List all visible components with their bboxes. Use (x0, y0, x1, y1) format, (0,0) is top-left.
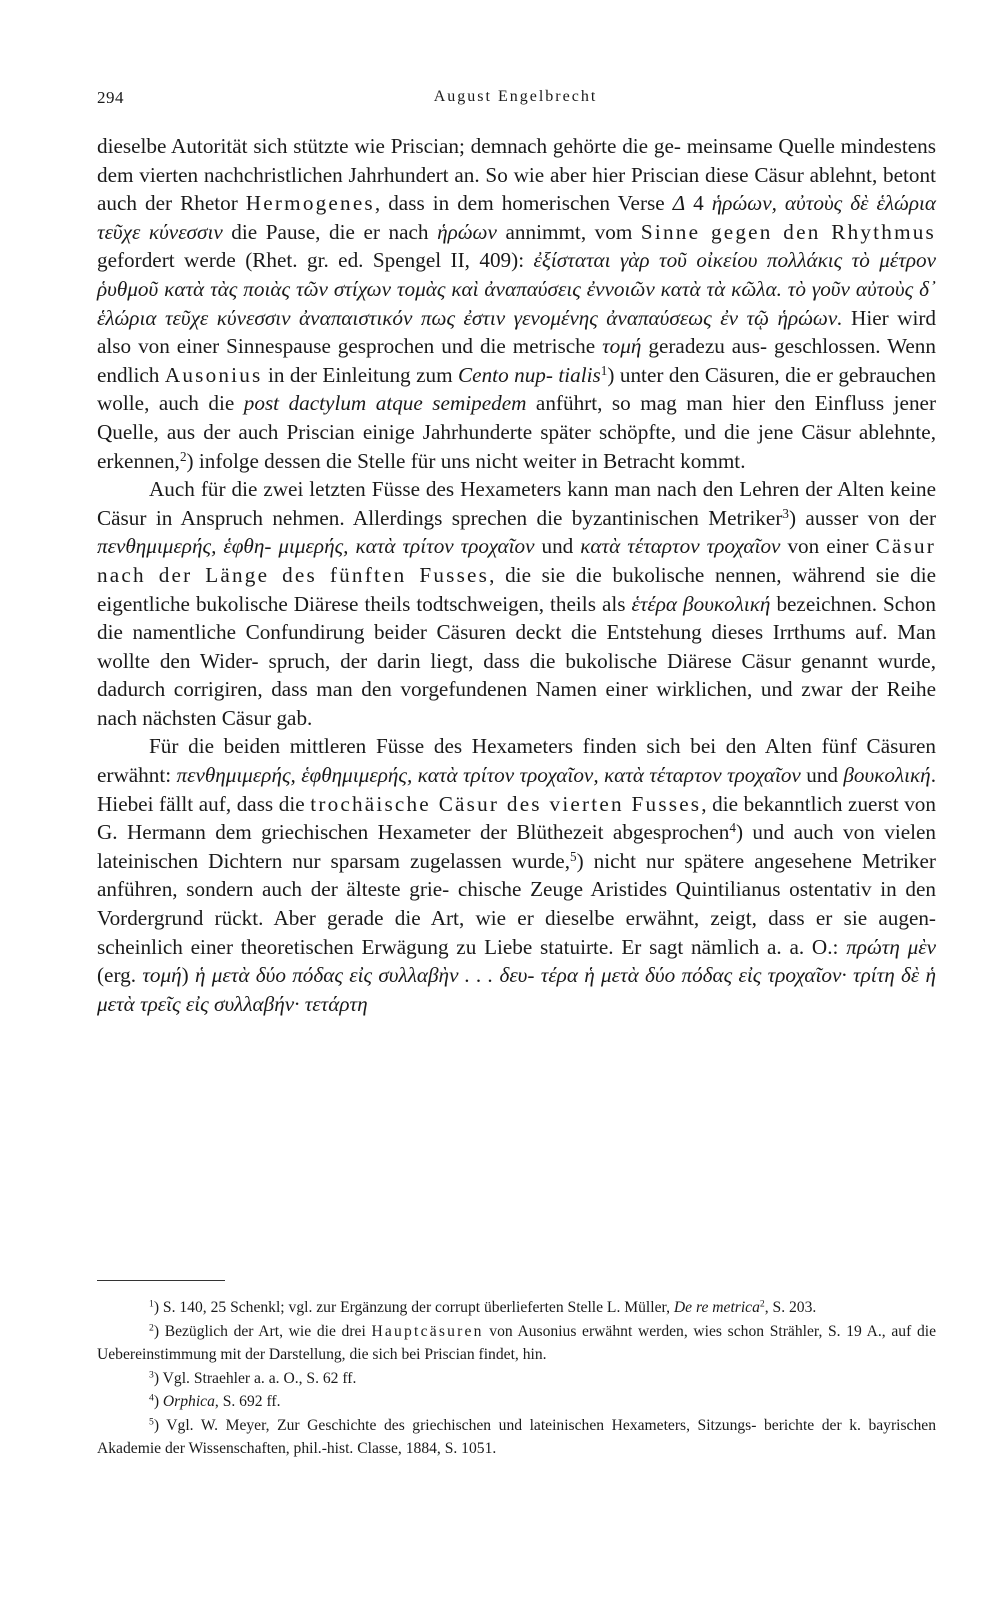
text: . Hiebei fällt auf, dass die (97, 763, 936, 816)
greek-word: τομή (142, 963, 182, 988)
footnote-ref: 3 (782, 505, 789, 521)
text: , S. 203. (764, 1299, 817, 1316)
greek-quote: ἐξίσταται γὰρ τοῦ οἰκείου πολλάκις τὸ μέτρον ῥυθμοῦ κατὰ τὰς ποιὰς τῶν στίχων τομὰς καὶ ἀναπαύσεις ἐννοιῶν κατὰ τὰ κῶλα. τὸ γοῦν αὐτοὺς δ᾽ ἑλώρια τεῦχε κύνεσσιν ἀναπαιστικόν πως ἐστιν γενομένης ἀναπαύσεως ἐν τῷ ἡρώων. (97, 248, 936, 330)
text: (erg. (97, 963, 143, 988)
footnote-rule (97, 1280, 225, 1281)
text: von einer (780, 534, 876, 559)
italic-title: Cento nup- tialis (458, 362, 601, 387)
text: Hier wird also von einer Sinnespause gesprochen und die metrische (97, 305, 937, 359)
edition-mark: 2 (759, 1298, 765, 1310)
text: dieselbe Autorität sich stützte wie Priscian; demnach gehörte die ge- meinsame Quelle mindestens dem vierten nachchristlichen Jahrhundert an. So wie aber hier Priscian diese Cäsur ablehnt, betont auch der Rhetor (97, 134, 936, 216)
text: , S. 692 ff. (214, 1393, 281, 1410)
text: bezeichnen. Schon die namentliche Confundirung beider Cäsuren deckt die Entstehung dieses Irrthums auf. Man wollte den Wider- spruch, der darin liegt, dass die bukolische Diärese Cäsur genannt wurde, dadurch corrigiren, dass man den vorgefundenen Namen einer wirklichen, und zwar der Reihe nach nächsten Cäsur gab. (97, 591, 936, 730)
paragraph-3 (97, 732, 936, 1018)
text: , die sie die bukolische nennen, während sie die eigentliche bukolische Diärese theils todtschweigen, theils als (97, 562, 936, 616)
footnote-mark: 3 (149, 1369, 154, 1381)
footnote-ref: 5 (570, 848, 577, 864)
greek-quote: πρώτη μὲν (846, 934, 936, 959)
body-text (97, 132, 936, 1018)
footnote-1 (97, 1296, 936, 1320)
text: , dass in dem homerischen Verse (374, 191, 673, 216)
text: und (534, 534, 581, 559)
text: ) infolge dessen die Stelle für uns nicht weiter in Betracht kommt. (186, 448, 746, 473)
page-number: 294 (97, 88, 124, 107)
text: die Pause, die er nach (222, 219, 438, 244)
running-head: August Engelbrecht (433, 88, 598, 105)
text: ) (181, 963, 195, 988)
text: , die bekanntlich zuerst von G. Hermann dem griechischen Hexameter der Blüthezeit abgesprochen (97, 791, 936, 845)
text: ) ausser von der (788, 505, 937, 530)
greek-quote: ἡ μετὰ δύο πόδας εἰς συλλαβὴν . . . δευ- τέρα ἡ μετὰ δύο πόδας εἰς τροχαῖον· τρίτη δὲ ἡ μετὰ τρεῖς εἰς συλλαβήν· τετάρτη (97, 963, 936, 1016)
text: ) Bezüglich der Art, wie die drei (153, 1322, 372, 1340)
footnote-2 (97, 1320, 936, 1367)
text: ) Vgl. Straehler a. a. O., S. 62 ff. (153, 1369, 357, 1387)
spaced-name: Ausonius (164, 362, 263, 387)
page-header (97, 88, 934, 116)
greek-word: ἡρώων (437, 219, 497, 244)
text: annimmt, vom (496, 219, 641, 244)
book-reference: Δ (672, 191, 686, 216)
text: von Ausonius erwähnt werden, wies schon Strähler, S. 19 A., auf die Uebereinstimmung mit der Darstellung, die sich bei Priscian findet, hin. (97, 1322, 937, 1363)
greek-word: τομή (602, 334, 642, 359)
footnote-mark: 1 (149, 1298, 154, 1310)
text: gefordert werde (Rhet. gr. ed. Spengel II, 409): (97, 248, 534, 273)
text: geradezu aus- geschlossen. Wenn endlich (97, 334, 936, 387)
greek-term: βουκολική (843, 763, 931, 788)
text: Auch für die zwei letzten Füsse des Hexameters kann man nach den Lehren der Alten keine Cäsur in Anspruch nehmen. Allerdings sprechen die byzantinischen Metriker (97, 477, 936, 530)
text: Für die beiden mittleren Füsse des Hexameters finden sich bei den Alten fünf Cäsuren erwähnt: (97, 734, 936, 788)
text: anführt, so mag man hier den Einfluss jener Quelle, aus der auch Priscian einige Jahrhunderte später schöpfte, und die jene Cäsur ablehnte, erkennen, (97, 391, 937, 473)
footnote-mark: 4 (149, 1392, 154, 1404)
greek-term: κατὰ τέταρτον τροχαῖον (580, 534, 781, 559)
text: ) nicht nur spätere angesehene Metriker anführen, sondern auch der älteste grie- chische Zeuge Aristides Quintilianus ostentativ in den Vordergrund rückt. Aber gerade die Art, wie er dieselbe erwähnt, zeigt, dass er sie augen- scheinlich einer theoretischen Erwägung zu Liebe statuirte. Er sagt nämlich a. a. O.: (97, 848, 936, 959)
italic-phrase: post dactylum atque semipedem (243, 391, 527, 416)
footnote-mark: 5 (149, 1416, 154, 1428)
spaced-emphasis: Cäsur nach der Länge des fünften Fusses (97, 534, 937, 587)
paragraph-1 (97, 132, 936, 475)
paragraph-2 (97, 475, 936, 732)
text: ) unter den Cäsuren, die er gebrauchen wolle, auch die (97, 362, 936, 416)
italic-title: Orphica (162, 1393, 215, 1410)
text: 4 (685, 191, 712, 216)
greek-quote: ἡρώων, αὐτοὺς δὲ ἑλώρια τεῦχε κύνεσσιν (97, 191, 937, 244)
footnote-3 (97, 1367, 936, 1391)
footnote-4: $^4$) Orphica, S. 692 ff. (149, 1392, 281, 1410)
spaced-emphasis: trochäische Cäsur des vierten Fusses (310, 791, 702, 816)
text: ) und auch von vielen lateinischen Dichtern nur sparsam zugelassen wurde, (97, 820, 936, 873)
footnote-ref: 1 (600, 362, 608, 378)
footnote-mark: 2 (149, 1322, 154, 1334)
greek-terms: πενθημιμερής, ἑφθη- μιμερής, κατὰ τρίτον τροχαῖον (97, 534, 535, 559)
italic-title: De re metrica (673, 1299, 760, 1316)
greek-terms: πενθημιμερής, ἑφθημιμερής, κατὰ τρίτον τροχαῖον, κατὰ τέταρτον τροχαῖον (176, 763, 801, 788)
spaced-emphasis: Hauptcäsuren (371, 1322, 484, 1340)
footnote-ref: 2 (179, 448, 187, 464)
footnotes (97, 1296, 936, 1461)
spaced-emphasis: Sinne gegen den Rhythmus (640, 219, 936, 244)
text: ) S. 140, 25 Schenkl; vgl. zur Ergänzung der corrupt überlieferten Stelle L. Müller, (153, 1299, 674, 1316)
spaced-name: Hermogenes (245, 191, 375, 216)
greek-term: ἑτέρα βουκολική (631, 591, 771, 616)
text: und (800, 763, 844, 788)
text: in der Einleitung zum (262, 362, 459, 387)
text: ) Vgl. W. Meyer, Zur Geschichte des griechischen und lateinischen Hexameters, Sitzungs- berichte der k. bayrischen Akademie der Wissenschaften, phil.-hist. Classe, 1884, S. 1051. (97, 1416, 936, 1457)
footnote-ref: 4 (729, 820, 736, 836)
footnote-5 (97, 1414, 936, 1461)
